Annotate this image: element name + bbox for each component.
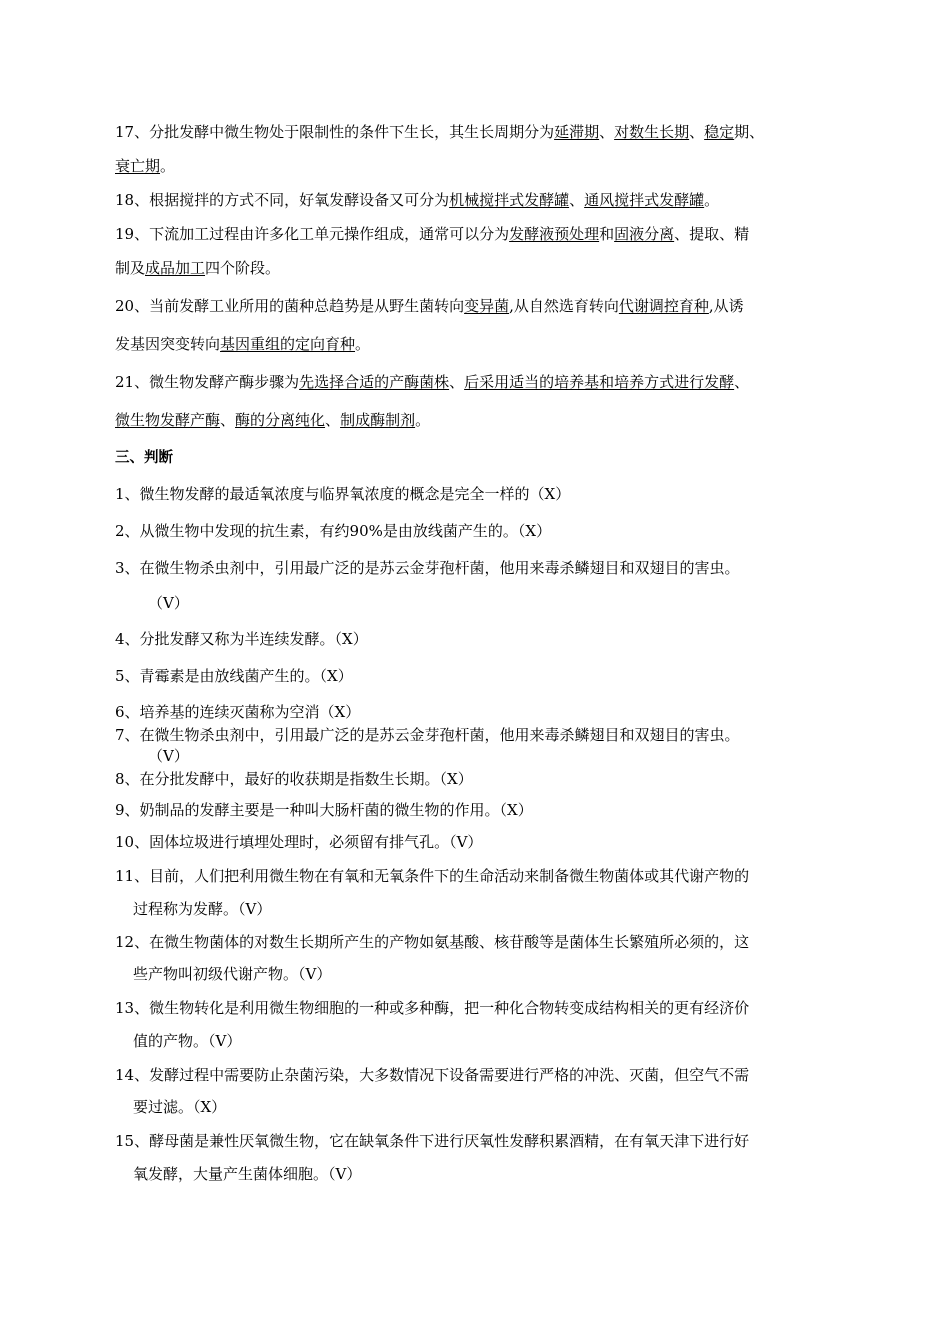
judge-item-7-line1: 7、在微生物杀虫剂中，引用最广泛的是苏云金芽孢杆菌，他用来毒杀鳞翅目和双翅目的害虫。	[115, 726, 740, 744]
q20-answer-2: 代谢调控育种	[618, 297, 709, 315]
q17-answer-2: 对数生长期	[614, 123, 690, 141]
separator: 。	[160, 157, 176, 175]
q20-answer-1: 变异菌	[464, 297, 510, 315]
separator: 、	[220, 411, 236, 429]
judge-item-12-line2: 些产物叫初级代谢产物。（V）	[133, 965, 332, 983]
judge-item-14-line1: 14、发酵过程中需要防止杂菌污染，大多数情况下设备需要进行严格的冲洗、灭菌，但空气不需	[115, 1066, 750, 1084]
judge-item-7-line2: （V）	[148, 747, 189, 765]
fill-q18	[115, 190, 835, 210]
judge-item-5: 5、青霉素是由放线菌产生的。（X）	[115, 667, 353, 685]
separator: 、	[449, 373, 465, 391]
judge-item-2: 2、从微生物中发现的抗生素，有约90%是由放线菌产生的。（X）	[115, 522, 552, 540]
judge-item-8: 8、在分批发酵中，最好的收获期是指数生长期。（X）	[115, 770, 473, 788]
fill-q17-line1	[115, 122, 835, 142]
q18-text: 18、根据搅拌的方式不同，好氧发酵设备又可分为	[115, 191, 450, 209]
judge-item-13-line2: 值的产物。（V）	[133, 1032, 242, 1050]
fill-q21-line2	[115, 410, 835, 430]
separator: 。	[415, 411, 431, 429]
q20-text-3: ,从诱	[708, 297, 744, 315]
q19-answer-1: 发酵液预处理	[509, 225, 600, 243]
judge-item-4: 4、分批发酵又称为半连续发酵。（X）	[115, 630, 368, 648]
separator: 、	[569, 191, 585, 209]
fill-q20-line1	[115, 296, 835, 316]
q20-answer-3: 基因重组的定向育种	[220, 335, 356, 353]
q18-answer-2: 通风搅拌式发酵罐	[584, 191, 705, 209]
q20-text: 20、当前发酵工业所用的菌种总趋势是从野生菌转向	[115, 297, 465, 315]
judge-item-15-line1: 15、酵母菌是兼性厌氧微生物，它在缺氧条件下进行厌氧性发酵积累酒精，在有氧天津下进行好	[115, 1132, 750, 1150]
fill-q19-line2	[115, 258, 835, 278]
q21-answer-1: 先选择合适的产酶菌株	[299, 373, 450, 391]
q17-text: 17、分批发酵中微生物处于限制性的条件下生长，其生长周期分为	[115, 123, 555, 141]
judge-item-3-line2: （V）	[148, 594, 189, 612]
q19-text-end: 四个阶段。	[205, 259, 281, 277]
q17-answer-3: 稳定	[704, 123, 735, 141]
fill-q20-line2	[115, 334, 835, 354]
judge-item-10: 10、固体垃圾进行填埋处理时，必须留有排气孔。（V）	[115, 833, 483, 851]
separator: 、	[599, 123, 615, 141]
q17-answer-4: 衰亡期	[115, 157, 161, 175]
judge-item-13-line1: 13、微生物转化是利用微生物细胞的一种或多种酶，把一种化合物转变成结构相关的更有经济价	[115, 999, 750, 1017]
q21-text: 21、微生物发酵产酶步骤为	[115, 373, 300, 391]
separator: 。	[704, 191, 720, 209]
section-title: 三、判断	[115, 450, 173, 466]
q20-text-2: ,从自然选育转向	[509, 297, 619, 315]
separator: 。	[355, 335, 371, 353]
judge-item-12-line1: 12、在微生物菌体的对数生长期所产生的产物如氨基酸、核苷酸等是菌体生长繁殖所必须的，这	[115, 933, 750, 951]
separator: 和	[599, 225, 615, 243]
judge-item-3-line1: 3、在微生物杀虫剂中，引用最广泛的是苏云金芽孢杆菌，他用来毒杀鳞翅目和双翅目的害虫。	[115, 559, 740, 577]
q19-text: 19、下流加工过程由许多化工单元操作组成，通常可以分为	[115, 225, 510, 243]
judge-item-14-line2: 要过滤。（X）	[133, 1098, 227, 1116]
q19-answer-3: 成品加工	[145, 259, 206, 277]
judge-item-11-line1: 11、目前，人们把利用微生物在有氧和无氧条件下的生命活动来制备微生物菌体或其代谢产物的	[115, 867, 750, 885]
fill-q19-line1	[115, 224, 835, 244]
judge-item-11-line2: 过程称为发酵。（V）	[133, 900, 272, 918]
fill-q17-line2	[115, 156, 835, 176]
separator: 期、	[734, 123, 765, 141]
q19-answer-2: 固液分离	[614, 225, 675, 243]
q19-text-3: 制及	[115, 259, 146, 277]
separator: 、	[689, 123, 705, 141]
judge-item-15-line2: 氧发酵，大量产生菌体细胞。（V）	[133, 1165, 362, 1183]
q19-text-2: 、提取、精	[674, 225, 750, 243]
q21-answer-4: 酶的分离纯化	[235, 411, 326, 429]
separator: 、	[734, 373, 750, 391]
q18-answer-1: 机械搅拌式发酵罐	[449, 191, 570, 209]
q20-text-4: 发基因突变转向	[115, 335, 221, 353]
q17-answer-1: 延滞期	[554, 123, 600, 141]
separator: 、	[325, 411, 341, 429]
judge-item-1: 1、微生物发酵的最适氧浓度与临界氧浓度的概念是完全一样的（X）	[115, 485, 571, 503]
judge-item-9: 9、奶制品的发酵主要是一种叫大肠杆菌的微生物的作用。（X）	[115, 801, 533, 819]
judge-item-6: 6、培养基的连续灭菌称为空消（X）	[115, 703, 361, 721]
q21-answer-2: 后采用适当的培养基和培养方式进行发酵	[464, 373, 735, 391]
fill-q21-line1	[115, 372, 835, 392]
q21-answer-5: 制成酶制剂	[340, 411, 416, 429]
q21-answer-3: 微生物发酵产酶	[115, 411, 221, 429]
